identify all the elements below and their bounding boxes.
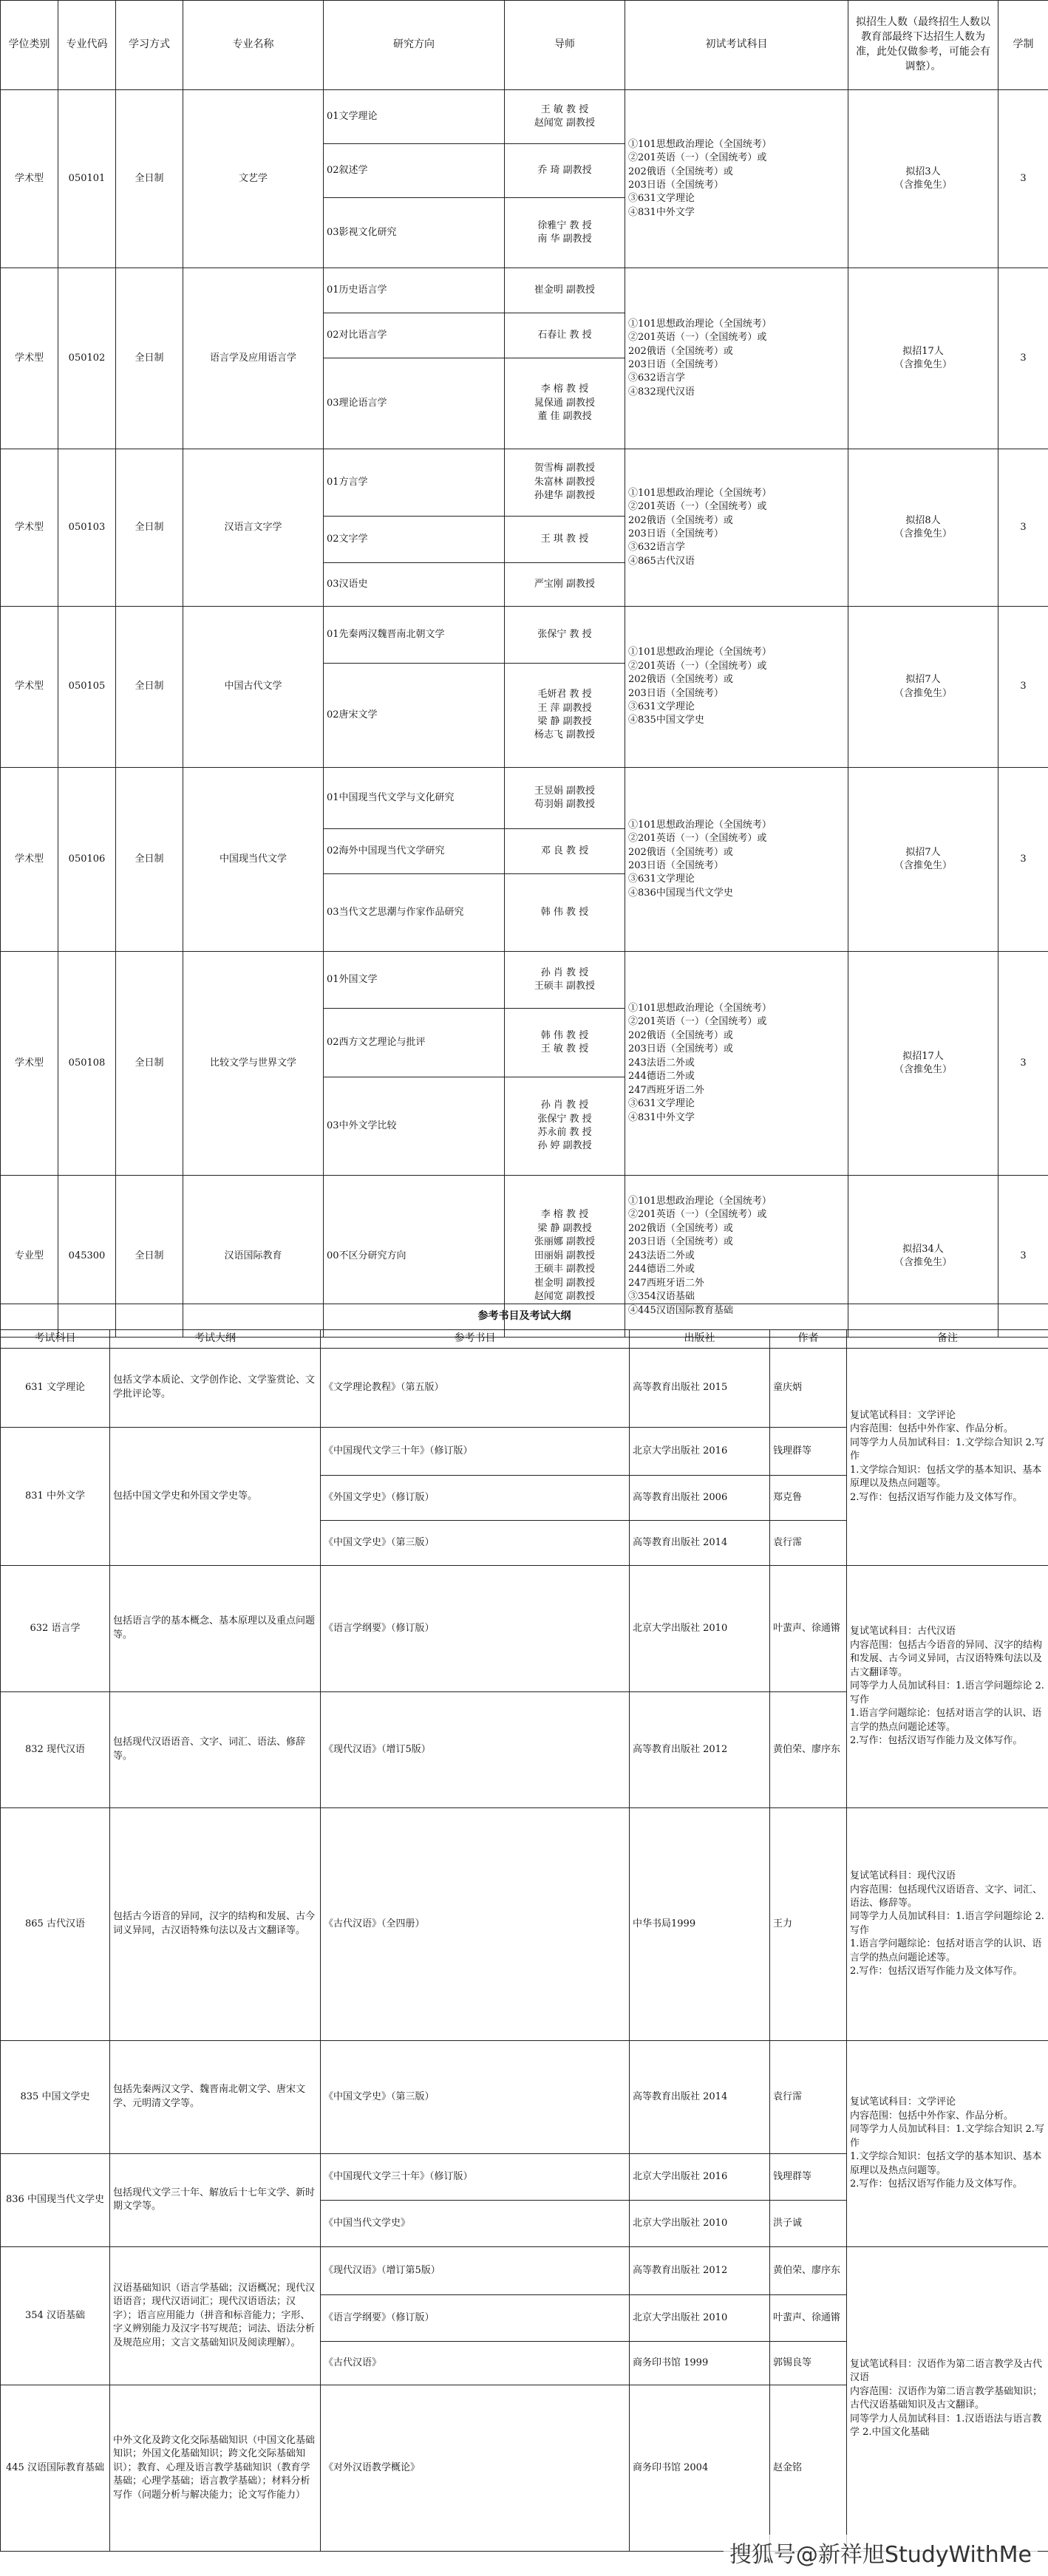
enrollment-quota: 拟招7人 （含推免生） (848, 768, 998, 952)
research-direction: 03中外文学比较 (324, 1077, 505, 1176)
study-years: 3 (998, 768, 1048, 952)
degree-type: 学术型 (1, 607, 58, 768)
reference-book: 《中国现代文学三十年》（修订版） (321, 2153, 630, 2200)
column-header: 导师 (505, 1, 625, 90)
advisor-list: 韩 伟 教 授 (505, 874, 625, 952)
major-name: 比较文学与世界文学 (183, 952, 324, 1176)
reference-book: 《中国文学史》（第三版） (321, 2040, 630, 2153)
exam-outline: 包括先秦两汉文学、魏晋南北朝文学、唐宋文学、元明清文学等。 (110, 2040, 321, 2153)
author: 黄伯荣、廖序东 (770, 1691, 847, 1807)
publisher: 高等教育出版社 2012 (630, 1691, 770, 1807)
advisor-list: 邓 良 教 授 (505, 829, 625, 874)
reference-row (1, 1348, 1048, 1427)
publisher: 高等教育出版社 2015 (630, 1348, 770, 1427)
publisher: 北京大学出版社 2010 (630, 2294, 770, 2341)
author: 钱理群等 (770, 1427, 847, 1475)
degree-type: 学术型 (1, 268, 58, 449)
research-direction: 01外国文学 (324, 952, 505, 1009)
author: 洪子诚 (770, 2200, 847, 2246)
publisher: 北京大学出版社 2016 (630, 1427, 770, 1475)
exam-outline: 汉语基础知识（语言学基础；汉语概况；现代汉语语音；现代汉语词汇；现代汉语语法；汉字）；语言应用能力（拼音和标音能力；字形、字义辨别能力及汉字书写规范；词法、语法分析及规范应用；文言文基础知识及阅读理解）。 (110, 2246, 321, 2385)
reference-row (1, 2040, 1048, 2153)
research-direction: 03理论语言学 (324, 358, 505, 449)
reference-book: 《古代汉语》（全四册） (321, 1807, 630, 2040)
research-direction: 01文学理论 (324, 90, 505, 144)
exam-subjects: ①101思想政治理论（全国统考） ②201英语（一）（全国统考）或 202俄语（全国统考）或 203日语（全国统考） ③631文学理论 ④836中国现当代文学史 (625, 768, 848, 952)
research-direction: 02西方文艺理论与批评 (324, 1009, 505, 1077)
research-direction: 01中国现当代文学与文化研究 (324, 768, 505, 829)
research-direction: 02文字学 (324, 517, 505, 563)
research-direction: 01历史语言学 (324, 268, 505, 313)
degree-type: 学术型 (1, 90, 58, 268)
degree-type: 专业型 (1, 1176, 58, 1338)
publisher: 高等教育出版社 2006 (630, 1475, 770, 1520)
exam-subject: 445 汉语国际教育基础 (1, 2385, 110, 2551)
major-name: 汉语国际教育 (183, 1176, 324, 1338)
advisor-list: 乔 琦 副教授 (505, 144, 625, 198)
exam-subject: 354 汉语基础 (1, 2246, 110, 2385)
study-years: 3 (998, 1176, 1048, 1338)
reference-table (0, 1304, 1048, 2552)
exam-outline: 包括文学本质论、文学创作论、文学鉴赏论、文学批评论等。 (110, 1348, 321, 1427)
column-header: 学位类别 (1, 1, 58, 90)
major-name: 语言学及应用语言学 (183, 268, 324, 449)
major-code: 045300 (58, 1176, 116, 1338)
study-mode: 全日制 (116, 1176, 183, 1338)
major-code: 050108 (58, 952, 116, 1176)
major-name: 中国古代文学 (183, 607, 324, 768)
study-years: 3 (998, 268, 1048, 449)
author: 郭锡良等 (770, 2341, 847, 2385)
column-header: 拟招生人数（最终招生人数以教育部最终下达招生人数为准，此处仅做参考，可能会有调整）。 (848, 1, 998, 90)
author: 童庆炳 (770, 1348, 847, 1427)
exam-outline: 包括古今语音的异同，汉字的结构和发展、古今词义异同，古汉语特殊句法以及古文翻译等。 (110, 1807, 321, 2040)
exam-subject: 631 文学理论 (1, 1348, 110, 1427)
exam-subject: 832 现代汉语 (1, 1691, 110, 1807)
publisher: 北京大学出版社 2016 (630, 2153, 770, 2200)
study-mode: 全日制 (116, 90, 183, 268)
publisher: 商务印书馆 2004 (630, 2385, 770, 2551)
publisher: 高等教育出版社 2014 (630, 2040, 770, 2153)
column-header: 出版社 (630, 1330, 770, 1349)
study-years: 3 (998, 449, 1048, 607)
column-header: 参考书目 (321, 1330, 630, 1349)
degree-type: 学术型 (1, 449, 58, 607)
reference-row (1, 2246, 1048, 2294)
author: 叶蜚声、徐通锵 (770, 2294, 847, 2341)
advisor-list: 李 榕 教 授 晁保通 副教授 董 佳 副教授 (505, 358, 625, 449)
advisor-list: 毛妍君 教 授 王 萍 副教授 梁 静 副教授 杨志飞 副教授 (505, 664, 625, 768)
advisor-list: 孙 肖 教 授 王硕丰 副教授 (505, 952, 625, 1009)
research-direction: 00不区分研究方向 (324, 1176, 505, 1338)
column-header: 作者 (770, 1330, 847, 1349)
column-header: 专业代码 (58, 1, 116, 90)
exam-subject: 835 中国文学史 (1, 2040, 110, 2153)
column-header: 专业名称 (183, 1, 324, 90)
column-header: 学习方式 (116, 1, 183, 90)
study-mode: 全日制 (116, 952, 183, 1176)
degree-type: 学术型 (1, 768, 58, 952)
program-row (1, 90, 1048, 144)
exam-subject: 831 中外文学 (1, 1427, 110, 1565)
reference-book: 《对外汉语教学概论》 (321, 2385, 630, 2551)
publisher: 北京大学出版社 2010 (630, 2200, 770, 2246)
exam-subjects: ①101思想政治理论（全国统考） ②201英语（一）（全国统考）或 202俄语（全国统考）或 203日语（全国统考）或 243法语二外或 244德语二外或 247西班牙语二外 ③631文学理论 ④831中外文学 (625, 952, 848, 1176)
major-name: 文艺学 (183, 90, 324, 268)
column-header: 考试大纲 (110, 1330, 321, 1349)
study-mode: 全日制 (116, 768, 183, 952)
reference-book: 《现代汉语》（增订第5版） (321, 2246, 630, 2294)
column-header: 学制 (998, 1, 1048, 90)
publisher: 北京大学出版社 2010 (630, 1565, 770, 1691)
advisor-list: 王 敏 教 授 赵闻宽 副教授 (505, 90, 625, 144)
exam-subjects: ①101思想政治理论（全国统考） ②201英语（一）（全国统考）或 202俄语（全国统考）或 203日语（全国统考） ③631文学理论 ④835中国文学史 (625, 607, 848, 768)
major-code: 050101 (58, 90, 116, 268)
remarks: 复试笔试科目：现代汉语 内容范围：包括现代汉语语音、文字、词汇、语法、修辞等。 同等学力人员加试科目：1.语言学问题综论 2.写作 1.语言学问题综论：包括对语言学的认识、语言学的热点问题论述等。 2.写作：包括汉语写作能力及文体写作。 (847, 1807, 1048, 2040)
reference-table-header (1, 1330, 1048, 1349)
advisor-list: 王昱娟 副教授 苟羽娟 副教授 (505, 768, 625, 829)
reference-book: 《外国文学史》（修订版） (321, 1475, 630, 1520)
study-mode: 全日制 (116, 449, 183, 607)
exam-subjects: ①101思想政治理论（全国统考） ②201英语（一）（全国统考）或 202俄语（全国统考）或 203日语（全国统考）或 243法语二外或 244德语二外或 247西班牙语二外 ③354汉语基础 ④445汉语国际教育基础 (625, 1176, 848, 1338)
column-header: 研究方向 (324, 1, 505, 90)
author: 钱理群等 (770, 2153, 847, 2200)
program-row (1, 607, 1048, 664)
advisor-list: 韩 伟 教 授 王 敏 教 授 (505, 1009, 625, 1077)
program-table-header (1, 1, 1048, 90)
study-years: 3 (998, 952, 1048, 1176)
reference-book: 《语言学纲要》（修订版） (321, 2294, 630, 2341)
research-direction: 03汉语史 (324, 563, 505, 607)
author: 袁行霈 (770, 2040, 847, 2153)
exam-subjects: ①101思想政治理论（全国统考） ②201英语（一）（全国统考）或 202俄语（全国统考）或 203日语（全国统考） ③632语言学 ④865古代汉语 (625, 449, 848, 607)
advisor-list: 李 榕 教 授 梁 静 副教授 张丽娜 副教授 田丽娟 副教授 王硕丰 副教授 崔金明 副教授 赵闻宽 副教授 (505, 1176, 625, 1338)
reference-book: 《古代汉语》 (321, 2341, 630, 2385)
enrollment-quota: 拟招8人 （含推免生） (848, 449, 998, 607)
remarks: 复试笔试科目：古代汉语 内容范围：包括古今语音的异同、汉字的结构和发展、古今词义异同，古汉语特殊句法以及古文翻译等。 同等学力人员加试科目：1.语言学问题综论 2.写作 1.语言学问题综论：包括对语言学的认识、语言学的热点问题论述等。 2.写作：包括汉语写作能力及文体写作。 (847, 1565, 1048, 1807)
enrollment-quota: 拟招34人 （含推免生） (848, 1176, 998, 1338)
advisor-list: 贺雪梅 副教授 朱富林 副教授 孙建华 副教授 (505, 449, 625, 517)
study-years: 3 (998, 607, 1048, 768)
research-direction: 01方言学 (324, 449, 505, 517)
research-direction: 03影视文化研究 (324, 198, 505, 268)
reference-section-title: 参考书目及考试大纲 (1, 1304, 1048, 1330)
reference-row (1, 1565, 1048, 1691)
advisor-list: 王 琪 教 授 (505, 517, 625, 563)
exam-outline: 包括现代汉语语音、文字、词汇、语法、修辞等。 (110, 1691, 321, 1807)
reference-book: 《现代汉语》（增订5版） (321, 1691, 630, 1807)
publisher: 高等教育出版社 2012 (630, 2246, 770, 2294)
degree-type: 学术型 (1, 952, 58, 1176)
study-years: 3 (998, 90, 1048, 268)
research-direction: 01先秦两汉魏晋南北朝文学 (324, 607, 505, 664)
research-direction: 02唐宋文学 (324, 664, 505, 768)
reference-book: 《中国现代文学三十年》（修订版） (321, 1427, 630, 1475)
author: 黄伯荣、廖序东 (770, 2246, 847, 2294)
advisor-list: 孙 肖 教 授 张保宁 教 授 苏永前 教 授 孙 婷 副教授 (505, 1077, 625, 1176)
research-direction: 02对比语言学 (324, 313, 505, 358)
exam-subject: 865 古代汉语 (1, 1807, 110, 2040)
publisher: 商务印书馆 1999 (630, 2341, 770, 2385)
author: 袁行霈 (770, 1520, 847, 1565)
enrollment-quota: 拟招17人 （含推免生） (848, 952, 998, 1176)
remarks: 复试笔试科目：文学评论 内容范围：包括中外作家、作品分析。 同等学力人员加试科目：1.文学综合知识 2.写作 1.文学综合知识：包括文学的基本知识、基本原理以及热点问题等。 2.写作：包括汉语写作能力及文体写作。 (847, 2040, 1048, 2246)
author: 叶蜚声、徐通锵 (770, 1565, 847, 1691)
enrollment-quota: 拟招17人 （含推免生） (848, 268, 998, 449)
watermark-text: 搜狐号@新祥旭StudyWithMe (724, 2535, 1038, 2570)
major-code: 050106 (58, 768, 116, 952)
major-code: 050102 (58, 268, 116, 449)
exam-outline: 中外文化及跨文化交际基础知识（中国文化基础知识；外国文化基础知识；跨文化交际基础知识）；教育、心理及语言教学基础知识（教育学基础；心理学基础；语言教学基础）；材料分析写作（问题分析与解决能力；论文写作能力） (110, 2385, 321, 2551)
exam-subjects: ①101思想政治理论（全国统考） ②201英语（一）（全国统考）或 202俄语（全国统考）或 203日语（全国统考） ③632语言学 ④832现代汉语 (625, 268, 848, 449)
exam-outline: 包括中国文学史和外国文学史等。 (110, 1427, 321, 1565)
advisor-list: 徐雅宁 教 授 南 华 副教授 (505, 198, 625, 268)
program-row (1, 449, 1048, 517)
major-name: 中国现当代文学 (183, 768, 324, 952)
study-mode: 全日制 (116, 268, 183, 449)
program-row (1, 952, 1048, 1009)
column-header: 初试考试科目 (625, 1, 848, 90)
program-row (1, 768, 1048, 829)
exam-outline: 包括语言学的基本概念、基本原理以及重点问题等。 (110, 1565, 321, 1691)
program-row (1, 268, 1048, 313)
advisor-list: 崔金明 副教授 (505, 268, 625, 313)
major-name: 汉语言文字学 (183, 449, 324, 607)
research-direction: 03当代文艺思潮与作家作品研究 (324, 874, 505, 952)
publisher: 中华书局1999 (630, 1807, 770, 2040)
remarks: 复试笔试科目：文学评论 内容范围：包括中外作家、作品分析。 同等学力人员加试科目：1.文学综合知识 2.写作 1.文学综合知识：包括文学的基本知识、基本原理以及热点问题等。 2.写作：包括汉语写作能力及文体写作。 (847, 1348, 1048, 1565)
reference-row (1, 1807, 1048, 2040)
column-header: 备注 (847, 1330, 1048, 1349)
research-direction: 02海外中国现当代文学研究 (324, 829, 505, 874)
exam-outline: 包括现代文学三十年、解放后十七年文学、新时期文学等。 (110, 2153, 321, 2246)
advisor-list: 严宝刚 副教授 (505, 563, 625, 607)
enrollment-quota: 拟招7人 （含推免生） (848, 607, 998, 768)
major-code: 050103 (58, 449, 116, 607)
study-mode: 全日制 (116, 607, 183, 768)
reference-book: 《中国当代文学史》 (321, 2200, 630, 2246)
publisher: 高等教育出版社 2014 (630, 1520, 770, 1565)
exam-subjects: ①101思想政治理论（全国统考） ②201英语（一）（全国统考）或 202俄语（全国统考）或 203日语（全国统考） ③631文学理论 ④831中外文学 (625, 90, 848, 268)
enrollment-quota: 拟招3人 （含推免生） (848, 90, 998, 268)
exam-subject: 632 语言学 (1, 1565, 110, 1691)
author: 赵金铭 (770, 2385, 847, 2551)
advisor-list: 张保宁 教 授 (505, 607, 625, 664)
reference-book: 《语言学纲要》（修订版） (321, 1565, 630, 1691)
advisor-list: 石春让 教 授 (505, 313, 625, 358)
column-header: 考试科目 (1, 1330, 110, 1349)
exam-subject: 836 中国现当代文学史 (1, 2153, 110, 2246)
research-direction: 02叙述学 (324, 144, 505, 198)
remarks: 复试笔试科目：汉语作为第二语言教学及古代汉语 内容范围：汉语作为第二语言教学基础知识；古代汉语基础知识及古文翻译。 同等学力人员加试科目：1.汉语语法与语言教学 2.中国文化基础 (847, 2246, 1048, 2551)
major-code: 050105 (58, 607, 116, 768)
author: 王力 (770, 1807, 847, 2040)
reference-book: 《文学理论教程》（第五版） (321, 1348, 630, 1427)
author: 郑克鲁 (770, 1475, 847, 1520)
reference-book: 《中国文学史》（第三版） (321, 1520, 630, 1565)
